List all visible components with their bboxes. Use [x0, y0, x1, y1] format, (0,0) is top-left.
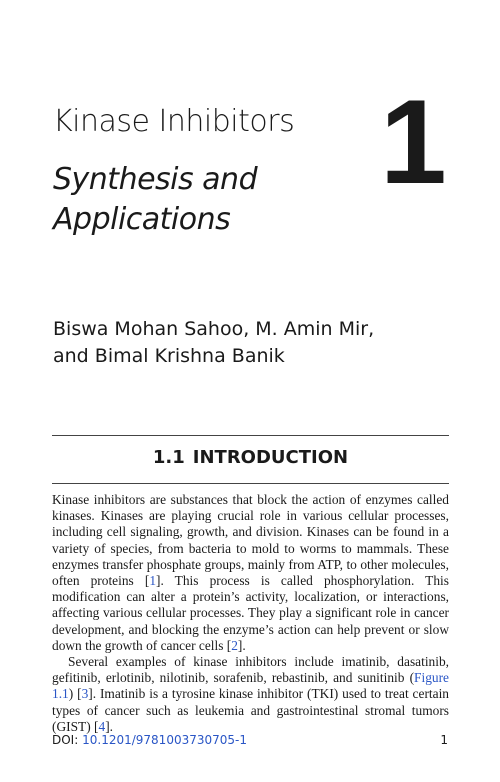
section-title: INTRODUCTION — [192, 447, 349, 468]
body-text — [52, 492, 449, 735]
citation-link-3[interactable]: 3 — [81, 686, 89, 702]
authors — [53, 316, 453, 370]
chapter-subtitle: Synthesis and Applications — [53, 162, 258, 237]
section-heading — [52, 447, 449, 468]
footer-doi — [52, 733, 247, 747]
authors-line-1: Biswa Mohan Sahoo, M. Amin Mir, — [53, 318, 375, 340]
chapter-number: 1 — [380, 75, 447, 209]
chapter-title: Kinase Inhibitors — [53, 104, 295, 139]
citation-link-1[interactable]: 1 — [149, 573, 157, 589]
section-number: 1.1 — [152, 447, 185, 468]
doi-label: DOI: — [52, 733, 79, 747]
paragraph-2: Several examples of kinase inhibitors include imatinib, dasatinib, gefitinib, erlotinib, nilotinib, sorafenib, rebastinib, and sunitinib (Figure 1.1) [3]. Imatinib is a tyrosine kinase inhibitor (TKI) used to treat certain types of cancer such as leukemia and gastrointestinal stromal tumors (GIST) [4]. — [52, 654, 449, 734]
page-number: 1 — [440, 733, 448, 747]
citation-link-4[interactable]: 4 — [98, 718, 106, 734]
citation-link-2[interactable]: 2 — [231, 637, 238, 653]
paragraph-1: Kinase inhibitors are substances that block the action of enzymes called kinases. Kinases are playing crucial role in various cellular processes, including cell signaling, growth, and division. Kinases can be found in a variety of species, from bacteria to mold to worms to mammals. These enzymes transfer phosphate groups, mainly from ATP, to other molecules, often proteins [1]. This process is called phosphorylation. This modification can alter a protein’s activity, localization, or interactions, affecting various cellular processes. They play a significant role in cancer development, and blocking the enzyme’s action can help prevent or slow down the growth of cancer cells [2]. — [52, 492, 449, 653]
doi-link[interactable]: 10.1201/9781003730705-1 — [82, 733, 247, 747]
figure-link[interactable]: Figure 1.1 — [52, 670, 449, 702]
section-rule-bottom — [52, 483, 449, 484]
authors-line-2: and Bimal Krishna Banik — [53, 345, 285, 367]
section-rule-top — [52, 435, 449, 436]
